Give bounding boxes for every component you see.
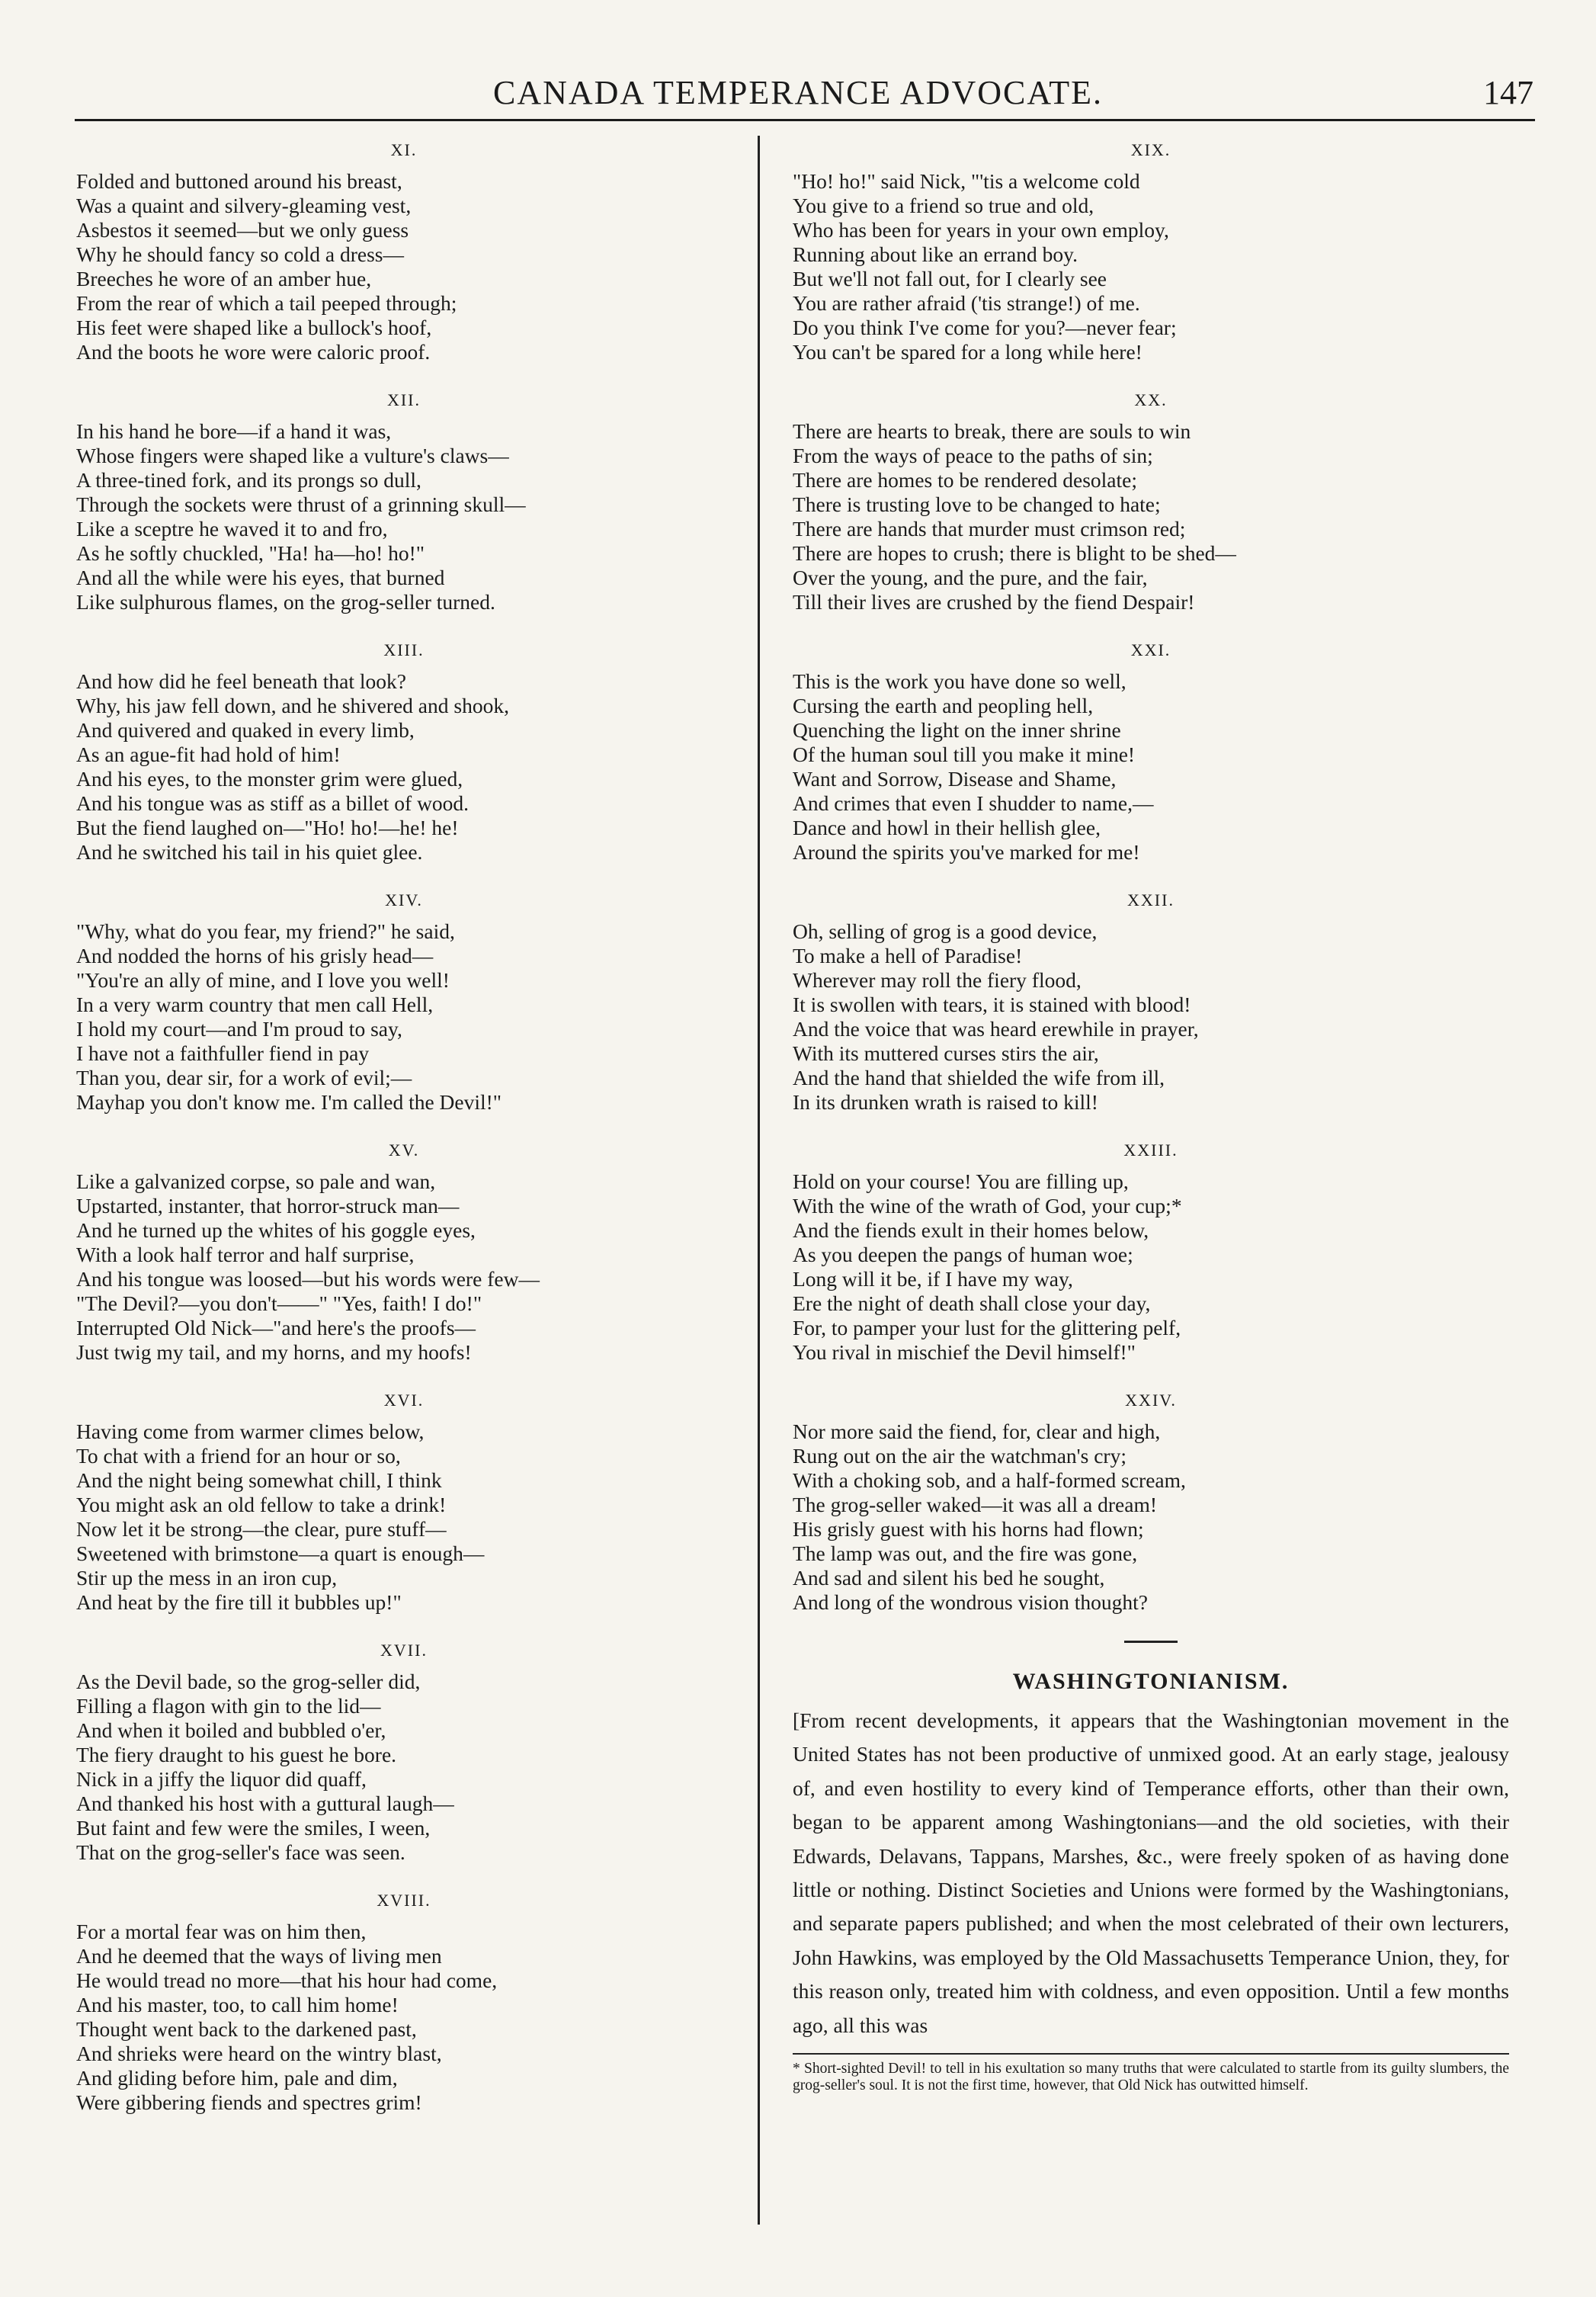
verse-line: As he softly chuckled, "Ha! ha—ho! ho!" — [76, 541, 425, 565]
stanza — [76, 890, 732, 1115]
verse-line: Than you, dear sir, for a work of evil;— — [76, 1066, 412, 1089]
verse-line: But the fiend laughed on—"Ho! ho!—he! he! — [76, 816, 459, 839]
stanza-number: XVII. — [380, 1641, 428, 1660]
verse-line: The fiery draught to his guest he bore. — [76, 1743, 397, 1766]
verse-line: And the boots he wore were caloric proof. — [76, 340, 431, 364]
verse-line: Filling a flagon with gin to the lid— — [76, 1694, 381, 1718]
verse-line: And his master, too, to call him home! — [76, 1993, 399, 2016]
verse-line: Stir up the mess in an iron cup, — [76, 1566, 338, 1590]
verse-line: And how did he feel beneath that look? — [76, 669, 406, 693]
verse-line: Was a quaint and silvery-gleaming vest, — [76, 194, 412, 217]
stanza — [76, 1391, 732, 1615]
verse-line: For a mortal fear was on him then, — [76, 1920, 367, 1943]
verse-line: And crimes that even I shudder to name,— — [793, 791, 1154, 815]
section-body: [From recent developments, it appears that the Washingtonian movement in the United States has not been productive of unmixed good. At an early stage, jealousy of, and even hostility to every kind of Temperance efforts, other than their own, began to be apparent among Washingtonians—and the old societies, with their Edwards, Delavans, Tappans, Marshes, &c., were freely spoken of as having done little or nothing. Distinct Societies and Unions were formed by the Washingtonians, and separate papers published; and when the most celebrated of their own lecturers, John Hawkins, was employed by the Old Massachusetts Temperance Union, they, for this reason only, treated him with coldness, and even opposition. Until a few months ago, all this was — [793, 1708, 1509, 2037]
verse-line: This is the work you have done so well, — [793, 669, 1126, 693]
verse-line: As an ague-fit had hold of him! — [76, 743, 341, 766]
section-title: WASHINGTONIANISM. — [1012, 1669, 1290, 1694]
verse-line: The grog-seller waked—it was all a dream! — [793, 1493, 1158, 1516]
verse-line: And his tongue was loosed—but his words were few— — [76, 1267, 540, 1291]
stanza — [793, 1391, 1509, 1615]
verse-line: But we'll not fall out, for I clearly see — [793, 267, 1107, 290]
verse-line: Asbestos it seemed—but we only guess — [76, 218, 409, 242]
verse-line: As you deepen the pangs of human woe; — [793, 1243, 1133, 1266]
footnote: * Short-sighted Devil! to tell in his exultation so many truths that were calculated to startle from its guilty slumbers, the grog-seller's soul. It is not the first time, however, that Old Nick has outwitted himself. — [793, 2061, 1509, 2094]
stanza-number: XVI. — [383, 1391, 425, 1410]
page-number: 147 — [1483, 74, 1534, 111]
verse-line: Around the spirits you've marked for me! — [793, 840, 1140, 864]
verse-line: Oh, selling of grog is a good device, — [793, 919, 1098, 943]
verse-line: You can't be spared for a long while here! — [793, 340, 1143, 364]
verse-line: Interrupted Old Nick—"and here's the proofs— — [76, 1316, 476, 1339]
verse-line: There are hearts to break, there are souls to win — [793, 419, 1191, 443]
stanza-number: XI. — [390, 140, 418, 159]
stanza — [76, 390, 732, 614]
left-column — [76, 140, 732, 2141]
verse-line: From the ways of peace to the paths of sin; — [793, 444, 1153, 467]
verse-line: And long of the wondrous vision thought? — [793, 1590, 1148, 1614]
stanza-number: XXIV. — [1125, 1391, 1177, 1410]
running-header: CANADA TEMPERANCE ADVOCATE. — [492, 74, 1104, 111]
verse-line: Like a sceptre he waved it to and fro, — [76, 517, 388, 541]
verse-line: And the night being somewhat chill, I think — [76, 1468, 442, 1492]
stanza — [793, 890, 1509, 1115]
verse-line: "Why, what do you fear, my friend?" he said, — [76, 919, 455, 943]
verse-line: Just twig my tail, and my horns, and my hoofs! — [76, 1340, 472, 1364]
stanza-number: XIII. — [383, 640, 425, 659]
stanza — [76, 1641, 732, 1865]
verse-line: Nick in a jiffy the liquor did quaff, — [76, 1767, 367, 1791]
verse-line: His feet were shaped like a bullock's hoof, — [76, 316, 432, 339]
verse-line: There is trusting love to be changed to hate; — [793, 492, 1161, 516]
verse-line: There are hands that murder must crimson red; — [793, 517, 1186, 541]
stanza — [76, 640, 732, 865]
verse-line: Over the young, and the pure, and the fair, — [793, 566, 1148, 589]
verse-line: You are rather afraid ('tis strange!) of me. — [793, 291, 1140, 315]
verse-line: Why, his jaw fell down, and he shivered and shook, — [76, 694, 509, 717]
verse-line: There are hopes to crush; there is blight to be shed— — [793, 541, 1236, 565]
stanza-number: XX. — [1134, 390, 1168, 409]
verse-line: Through the sockets were thrust of a grinning skull— — [76, 492, 526, 516]
verse-line: And the hand that shielded the wife from ill, — [793, 1066, 1165, 1089]
verse-line: Hold on your course! You are filling up, — [793, 1169, 1129, 1193]
verse-line: Rung out on the air the watchman's cry; — [793, 1444, 1126, 1468]
verse-line: But faint and few were the smiles, I ween, — [76, 1816, 431, 1840]
section-separator — [1124, 1641, 1178, 1643]
verse-line: With a choking sob, and a half-formed scream, — [793, 1468, 1186, 1492]
verse-line: Mayhap you don't know me. I'm called the Devil!" — [76, 1090, 502, 1114]
verse-line: Having come from warmer climes below, — [76, 1420, 425, 1443]
stanza-number: XIX. — [1130, 140, 1171, 159]
verse-line: And sad and silent his bed he sought, — [793, 1566, 1105, 1590]
verse-line: For, to pamper your lust for the glittering pelf, — [793, 1316, 1181, 1339]
verse-line: A three-tined fork, and its prongs so dull, — [76, 468, 421, 492]
verse-line: That on the grog-seller's face was seen. — [76, 1840, 405, 1864]
stanza-number: XIV. — [385, 890, 423, 909]
verse-line: "Ho! ho!" said Nick, "'tis a welcome cold — [793, 169, 1140, 193]
verse-line: You give to a friend so true and old, — [793, 194, 1094, 217]
poem-continuation — [793, 140, 1509, 1615]
verse-line: Like sulphurous flames, on the grog-seller turned. — [76, 590, 495, 614]
stanza — [76, 1891, 732, 2115]
stanza — [793, 1140, 1509, 1365]
verse-line: And the fiends exult in their homes below, — [793, 1218, 1149, 1242]
verse-line: In a very warm country that men call Hell, — [76, 993, 434, 1016]
verse-line: Folded and buttoned around his breast, — [76, 169, 402, 193]
verse-line: Cursing the earth and peopling hell, — [793, 694, 1094, 717]
verse-line: With the wine of the wrath of God, your cup;* — [793, 1194, 1182, 1217]
verse-line: And his tongue was as stiff as a billet of wood. — [76, 791, 470, 815]
verse-line: Now let it be strong—the clear, pure stuff— — [76, 1517, 447, 1541]
stanza-number: XXIII. — [1123, 1140, 1178, 1160]
verse-line: Who has been for years in your own employ, — [793, 218, 1169, 242]
stanza — [793, 390, 1509, 614]
verse-line: Running about like an errand boy. — [793, 242, 1078, 266]
stanza — [76, 140, 732, 364]
verse-line: As the Devil bade, so the grog-seller did, — [76, 1670, 421, 1693]
footnote-rule — [793, 2053, 1509, 2055]
verse-line: His grisly guest with his horns had flown; — [793, 1517, 1144, 1541]
verse-line: Breeches he wore of an amber hue, — [76, 267, 372, 290]
verse-line: Dance and howl in their hellish glee, — [793, 816, 1101, 839]
verse-line: "You're an ally of mine, and I love you well! — [76, 968, 450, 992]
stanza-number: XXI. — [1130, 640, 1171, 659]
verse-line: And nodded the horns of his grisly head— — [76, 944, 434, 967]
verse-line: And he deemed that the ways of living men — [76, 1944, 442, 1968]
verse-line: Quenching the light on the inner shrine — [793, 718, 1121, 742]
verse-line: Till their lives are crushed by the fiend Despair! — [793, 590, 1195, 614]
verse-line: And shrieks were heard on the wintry blast, — [76, 2042, 442, 2065]
verse-line: To make a hell of Paradise! — [793, 944, 1023, 967]
stanza — [793, 140, 1509, 364]
verse-line: You rival in mischief the Devil himself!" — [793, 1340, 1136, 1364]
stanza-number: XVIII. — [377, 1891, 431, 1910]
verse-line: And his eyes, to the monster grim were glued, — [76, 767, 463, 791]
verse-line: And thanked his host with a guttural laugh— — [76, 1792, 454, 1815]
verse-line: There are homes to be rendered desolate; — [793, 468, 1138, 492]
verse-line: In his hand he bore—if a hand it was, — [76, 419, 392, 443]
verse-line: And the voice that was heard erewhile in prayer, — [793, 1017, 1199, 1041]
verse-line: Want and Sorrow, Disease and Shame, — [793, 767, 1117, 791]
stanza-number: XXII. — [1127, 890, 1175, 909]
verse-line: Why he should fancy so cold a dress— — [76, 242, 404, 266]
verse-line: Were gibbering fiends and spectres grim! — [76, 2090, 422, 2114]
verse-line: The lamp was out, and the fire was gone, — [793, 1541, 1138, 1565]
verse-line: Sweetened with brimstone—a quart is enough— — [76, 1541, 485, 1565]
verse-line: And gliding before him, pale and dim, — [76, 2066, 398, 2090]
right-column — [793, 140, 1509, 2094]
verse-line: And he switched his tail in his quiet glee. — [76, 840, 423, 864]
stanza — [76, 1140, 732, 1365]
verse-line: And quivered and quaked in every limb, — [76, 718, 415, 742]
verse-line: I have not a faithfuller fiend in pay — [76, 1041, 370, 1065]
verse-line: Do you think I've come for you?—never fear; — [793, 316, 1177, 339]
verse-line: "The Devil?—you don't——" "Yes, faith! I do!" — [76, 1291, 482, 1315]
stanza-number: XV. — [388, 1140, 420, 1160]
verse-line: And when it boiled and bubbled o'er, — [76, 1718, 386, 1742]
verse-line: It is swollen with tears, it is stained with blood! — [793, 993, 1191, 1016]
verse-line: He would tread no more—that his hour had come, — [76, 1968, 498, 1992]
verse-line: And heat by the fire till it bubbles up!" — [76, 1590, 402, 1614]
verse-line: To chat with a friend for an hour or so, — [76, 1444, 401, 1468]
verse-line: I hold my court—and I'm proud to say, — [76, 1017, 402, 1041]
verse-line: Upstarted, instanter, that horror-struck man— — [76, 1194, 460, 1217]
verse-line: In its drunken wrath is raised to kill! — [793, 1090, 1098, 1114]
verse-line: Like a galvanized corpse, so pale and wan, — [76, 1169, 436, 1193]
verse-line: Of the human soul till you make it mine! — [793, 743, 1136, 766]
stanza — [793, 640, 1509, 865]
verse-line: Whose fingers were shaped like a vulture's claws— — [76, 444, 509, 467]
stanza-number: XII. — [386, 390, 421, 409]
verse-line: Thought went back to the darkened past, — [76, 2017, 417, 2041]
verse-line: You might ask an old fellow to take a drink! — [76, 1493, 447, 1516]
verse-line: From the rear of which a tail peeped through; — [76, 291, 457, 315]
verse-line: And he turned up the whites of his goggle eyes, — [76, 1218, 476, 1242]
verse-line: Ere the night of death shall close your day, — [793, 1291, 1151, 1315]
verse-line: And all the while were his eyes, that burned — [76, 566, 445, 589]
verse-line: With its muttered curses stirs the air, — [793, 1041, 1099, 1065]
column-divider — [758, 136, 760, 2225]
verse-line: With a look half terror and half surprise, — [76, 1243, 415, 1266]
verse-line: Wherever may roll the fiery flood, — [793, 968, 1082, 992]
verse-line: Nor more said the fiend, for, clear and high, — [793, 1420, 1161, 1443]
header-rule — [75, 119, 1535, 121]
verse-line: Long will it be, if I have my way, — [793, 1267, 1073, 1291]
